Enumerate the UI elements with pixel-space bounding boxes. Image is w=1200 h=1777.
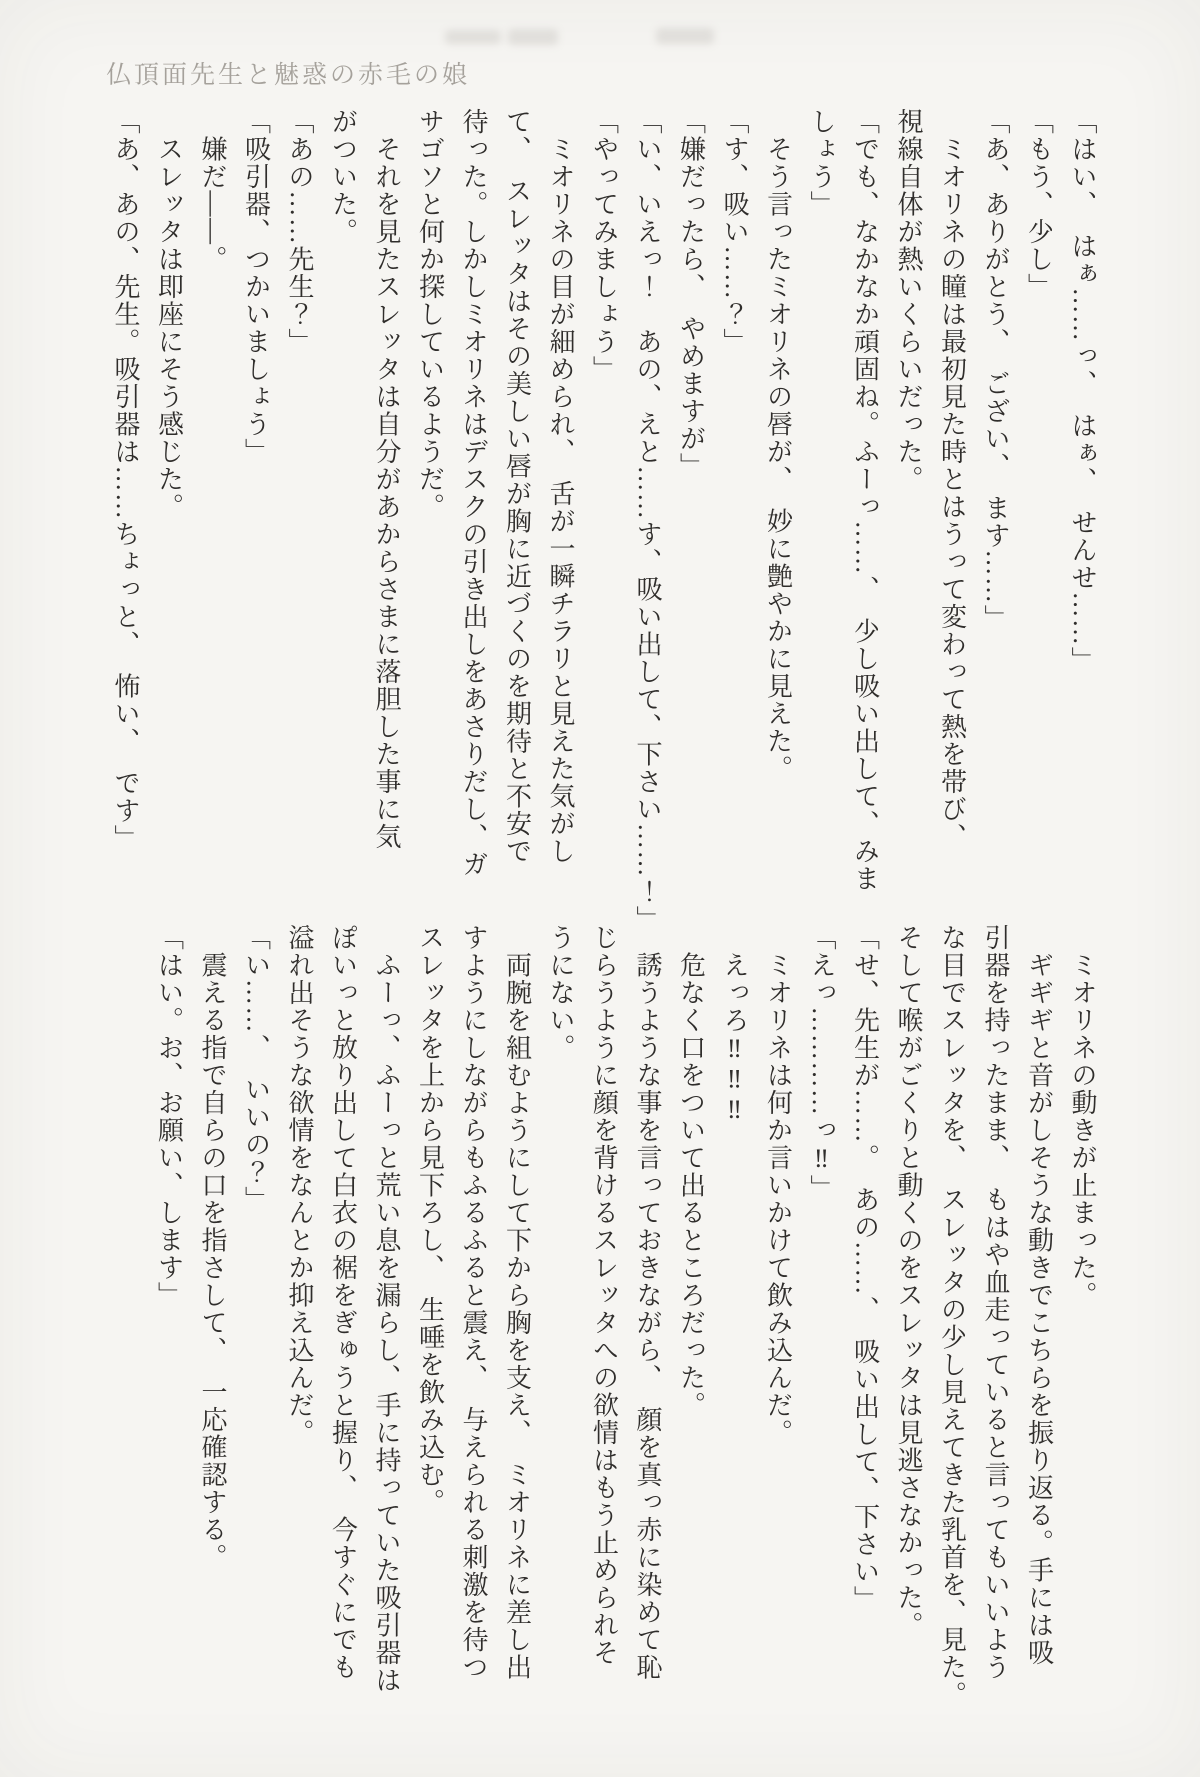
- text-line: 「あ、あの、先生。吸引器は……ちょっと、 怖い、 です」: [111, 108, 140, 852]
- text-line: スレッタを上から見下ろし、 生唾を飲み込む。: [415, 924, 445, 1516]
- text-line: 視線自体が熱いくらいだった。: [894, 108, 923, 493]
- text-line: 「もう、少し」: [1024, 108, 1054, 301]
- text-line: 「せ、先生が……。 あの……、 吸い出して、下さい」: [850, 924, 880, 1613]
- upper-text-block: [104, 108, 1105, 933]
- text-line: そして喉がごくりと動くのをスレッタは見逃さなかった。: [894, 924, 923, 1639]
- text-line: しょう」: [807, 108, 836, 218]
- page-title: 仏頂面先生と魅惑の赤毛の娘: [106, 62, 471, 89]
- text-line: 「はい。お、お願い、します」: [154, 924, 184, 1309]
- text-line: ふーっ、ふーっと荒い息を漏らし、手に持っていた吸引器は: [372, 924, 401, 1694]
- bleedthrough-smudge: [445, 30, 501, 44]
- text-line: 誘うような事を言っておきながら、 顔を真っ赤に染めて恥: [633, 924, 662, 1681]
- bleedthrough-smudge: [656, 28, 714, 44]
- text-line: がついた。: [328, 108, 358, 246]
- text-line: ミオリネは何か言いかけて飲み込んだ。: [763, 924, 793, 1447]
- text-line: な目でスレッタを、 スレッタの少し見えてきた乳首を、見た。: [937, 924, 967, 1709]
- text-line: 「す、吸い……？」: [720, 108, 749, 356]
- text-line: 「やってみましょう」: [589, 108, 619, 383]
- text-line: すようにしながらもふるふると震え、 与えられる刺激を待つ: [459, 924, 488, 1681]
- text-line: じらうように顔を背けるスレッタへの欲情はもう止められそ: [589, 924, 619, 1667]
- text-line: ミオリネの瞳は最初見た時とはうって変わって熱を帯び、: [937, 108, 967, 851]
- text-line: それを見たスレッタは自分があからさまに落胆した事に気: [372, 108, 401, 851]
- text-line: えっろ‼‼‼: [720, 924, 749, 1126]
- text-line: 震える指で自らの口を指さして、 一応確認する。: [198, 924, 227, 1571]
- text-line: 危なく口をついて出るところだった。: [676, 924, 706, 1419]
- text-line: ミオリネの動きが止まった。: [1068, 924, 1097, 1309]
- text-line: 両腕を組むようにして下から胸を支え、 ミオリネに差し出: [502, 924, 532, 1681]
- text-line: 「あの……先生？」: [285, 108, 314, 356]
- text-line: うにない。: [546, 924, 575, 1062]
- text-line: て、 スレッタはその美しい唇が胸に近づくのを期待と不安で: [502, 108, 532, 865]
- text-line: ぽいっと放り出して白衣の裾をぎゅうと握り、 今すぐにでも: [328, 924, 358, 1681]
- text-line: 「あ、ありがとう、 ござい、 ます……」: [981, 108, 1010, 632]
- text-line: ギギギと音がしそうな動きでこちらを振り返る。手には吸: [1024, 924, 1054, 1667]
- text-line: 「嫌だったら、 やめますが」: [676, 108, 706, 480]
- text-line: 「吸引器、つかいましょう」: [241, 108, 271, 466]
- text-line: そう言ったミオリネの唇が、 妙に艶やかに見えた。: [763, 108, 793, 783]
- text-line: 溢れ出そうな欲情をなんとか抑え込んだ。: [285, 924, 314, 1447]
- text-line: ミオリネの目が細められ、 舌が一瞬チラリと見えた気がし: [546, 108, 575, 865]
- bleedthrough-smudge: [508, 29, 558, 45]
- text-line: 「はい、 はぁ……っ、 はぁ、 せんせ……」: [1068, 108, 1097, 674]
- text-line: 待った。しかしミオリネはデスクの引き出しをあさりだし、ガ: [459, 108, 488, 878]
- text-line: サゴソと何か探しているようだ。: [415, 108, 445, 521]
- text-line: 引器を持ったまま、 もはや血走っていると言ってもいいよう: [981, 924, 1010, 1681]
- text-line: スレッタは即座にそう感じた。: [154, 108, 184, 521]
- text-line: 嫌だ――。: [198, 108, 227, 273]
- text-line: 「えっ…………っ‼」: [807, 924, 836, 1202]
- lower-text-block: [147, 924, 1104, 1709]
- text-line: 「い……、 いいの？」: [241, 924, 271, 1214]
- text-line: 「い、いえっ！ あの、えと……す、吸い出して、下さい……！」: [633, 108, 662, 933]
- text-line: 「でも、なかなか頑固ね。ふーっ……、 少し吸い出して、みま: [850, 108, 880, 893]
